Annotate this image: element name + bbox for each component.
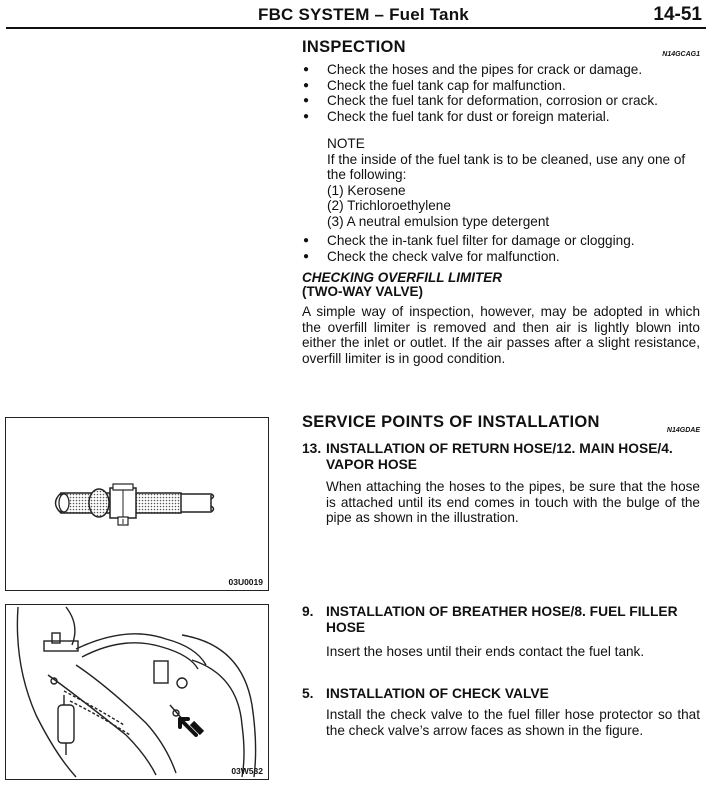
list-item: ● Check the fuel tank for deformation, corrosion or crack.: [302, 93, 700, 109]
step-heading: [302, 441, 700, 473]
step-heading: [302, 686, 700, 702]
step-body: Install the check valve to the fuel filler hose protector so that the check valve’s arrow faces as shown in the figure.: [326, 707, 700, 738]
header-rule: [6, 27, 706, 29]
note-block: [302, 136, 700, 229]
note-item: (1) Kerosene: [327, 182, 406, 198]
note-label: NOTE: [327, 136, 365, 151]
check-valve-illustration: [6, 605, 268, 779]
hose-pipe-illustration: [6, 418, 268, 590]
inspection-code: N14GCAG1: [662, 51, 700, 58]
step-number: 9.: [302, 604, 314, 619]
service-item-9: [302, 604, 700, 660]
figure-id: 03U0019: [228, 577, 263, 587]
inspection-heading: INSPECTION: [302, 38, 406, 56]
step-number: 5.: [302, 686, 314, 701]
list-item: ● Check the fuel tank cap for malfunction.: [302, 78, 700, 94]
step-heading: [302, 604, 700, 636]
service-section: [302, 415, 700, 526]
service-item-5: [302, 686, 700, 738]
page-header-title: FBC SYSTEM – Fuel Tank: [258, 5, 469, 24]
service-heading: SERVICE POINTS OF INSTALLATION: [302, 413, 600, 431]
figure-id: 03W532: [231, 766, 263, 776]
page-number: 14-51: [653, 4, 702, 25]
overfill-subheading-2: (TWO-WAY VALVE): [302, 284, 423, 299]
step-number: 13.: [302, 441, 322, 456]
step-title: INSTALLATION OF RETURN HOSE/12. MAIN HOSE/4. VAPOR HOSE: [326, 441, 673, 472]
overfill-subheading: CHECKING OVERFILL LIMITER: [302, 270, 503, 285]
figure-hose-pipe: [5, 417, 269, 591]
inspection-bullets-2: [302, 233, 700, 264]
step-title: INSTALLATION OF BREATHER HOSE/8. FUEL FILLER HOSE: [326, 604, 678, 635]
overfill-paragraph: A simple way of inspection, however, may be adopted in which the overfill limiter is removed and then air is lightly blown into either the inlet or outlet. If the air passes after a slight resistance, overfill limiter is in good condition.: [302, 304, 700, 366]
figure-check-valve: [5, 604, 269, 780]
inspection-section: [302, 40, 700, 366]
step-title: INSTALLATION OF CHECK VALVE: [326, 686, 549, 701]
step-body: Insert the hoses until their ends contact the fuel tank.: [326, 644, 645, 659]
inspection-bullets: [302, 62, 700, 124]
note-text: If the inside of the fuel tank is to be cleaned, use any one of the following:: [327, 151, 686, 182]
list-item: ● Check the in-tank fuel filter for damage or clogging.: [302, 233, 700, 249]
service-code: N14GDAE: [666, 427, 700, 434]
note-item: (2) Trichloroethylene: [327, 198, 451, 213]
note-item: (3) A neutral emulsion type detergent: [327, 213, 550, 229]
list-item: ● Check the fuel tank for dust or foreign material.: [302, 109, 700, 125]
list-item: ● Check the hoses and the pipes for crack or damage.: [302, 62, 700, 78]
step-body: When attaching the hoses to the pipes, be sure that the hose is attached until its end comes in touch with the bulge of the pipe as shown in the illustration.: [326, 479, 700, 525]
list-item: ● Check the check valve for malfunction.: [302, 249, 700, 265]
